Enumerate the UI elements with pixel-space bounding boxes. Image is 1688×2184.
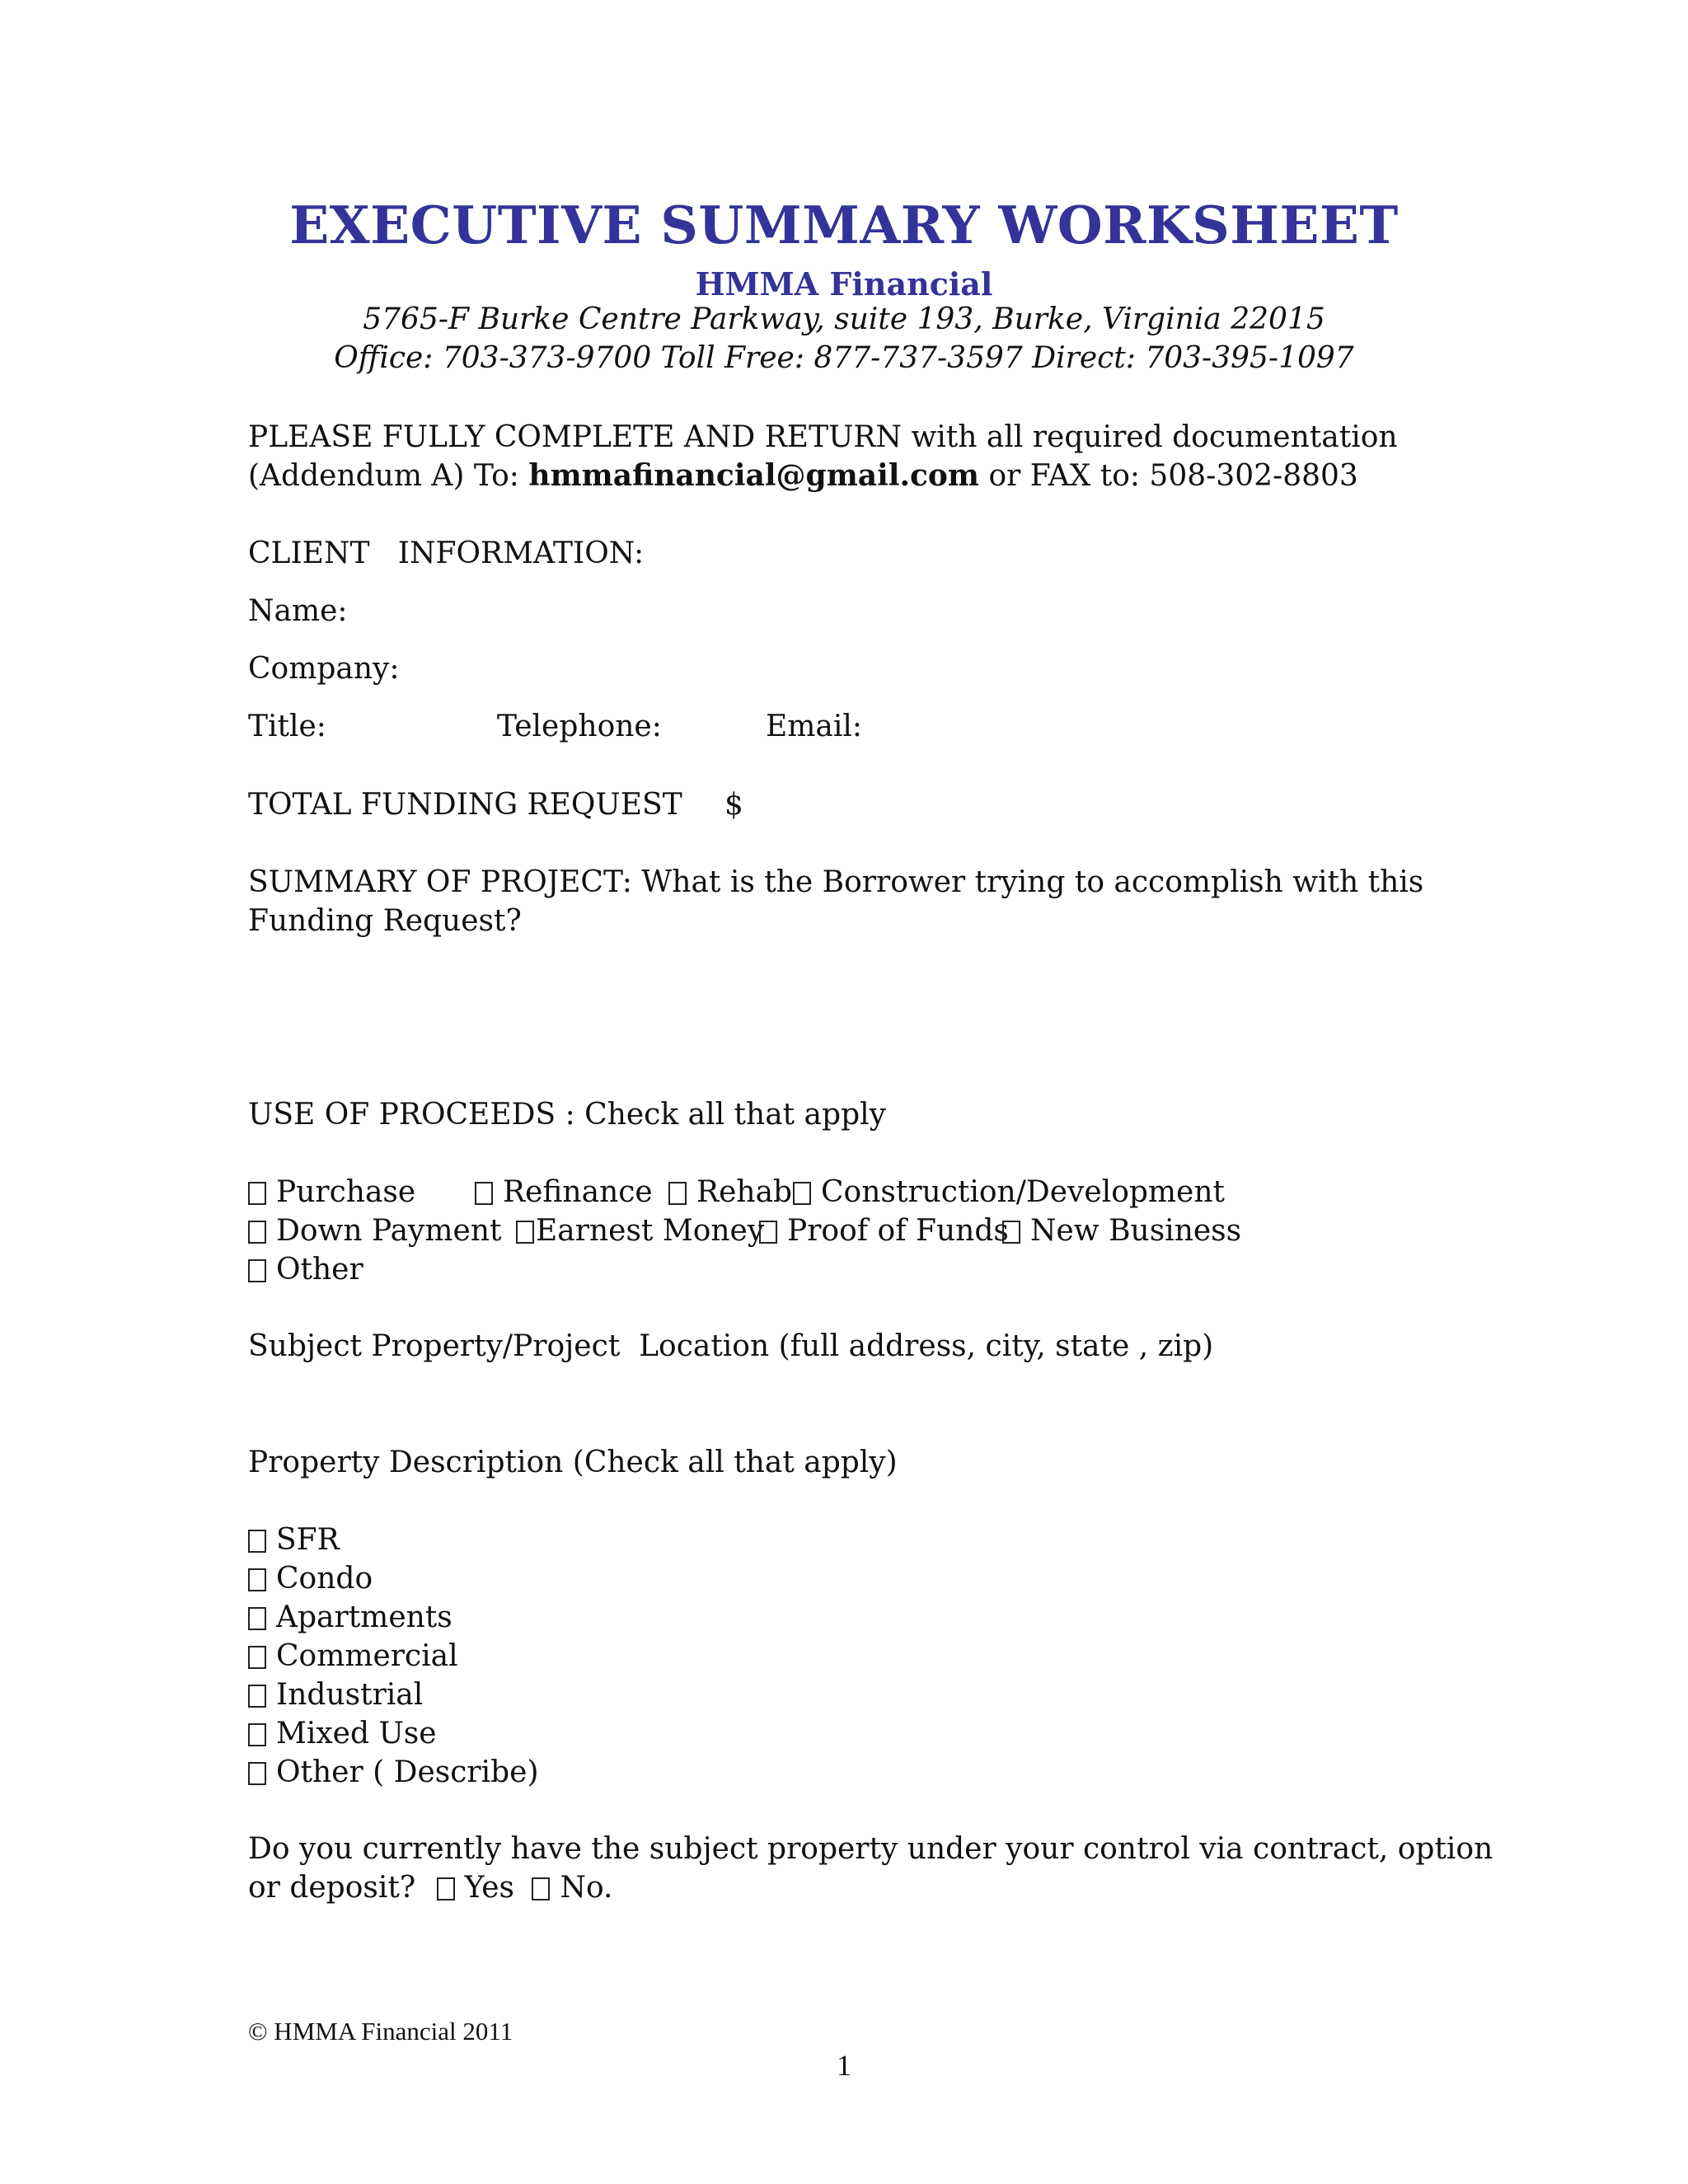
checkbox-icon[interactable] — [248, 1723, 266, 1746]
option-label: Down Payment — [276, 1214, 502, 1248]
property-option-industrial[interactable] — [248, 1675, 423, 1714]
option-label: Rehab — [696, 1175, 793, 1209]
checkbox-icon[interactable] — [759, 1221, 777, 1244]
control-question-line-1: Do you currently have the subject property under your control via contract, option — [248, 1832, 1493, 1866]
proceeds-option-proof-of-funds[interactable] — [759, 1212, 1009, 1250]
company-name: HMMA Financial — [695, 265, 993, 302]
option-label: Proof of Funds — [787, 1214, 1009, 1248]
proceeds-option-purchase[interactable] — [248, 1173, 415, 1212]
proceeds-option-refinance[interactable] — [475, 1173, 653, 1212]
option-label: Condo — [276, 1562, 373, 1596]
property-option-apartments[interactable] — [248, 1598, 452, 1637]
property-heading: Property Description (Check all that apply) — [248, 1446, 898, 1479]
title-label: Title: — [248, 710, 326, 743]
telephone-label: Telephone: — [497, 710, 662, 743]
checkbox-icon[interactable] — [668, 1182, 687, 1205]
option-label: Mixed Use — [276, 1717, 437, 1750]
checkbox-icon[interactable] — [248, 1607, 266, 1630]
proceeds-option-earnest-money[interactable] — [516, 1212, 764, 1250]
checkbox-icon[interactable] — [248, 1646, 266, 1669]
footer-copyright: © HMMA Financial 2011 — [248, 2017, 513, 2046]
checkbox-icon[interactable] — [532, 1877, 550, 1900]
proceeds-heading: USE OF PROCEEDS : Check all that apply — [248, 1098, 886, 1132]
instructions-line-2 — [248, 457, 1358, 495]
property-option-other[interactable] — [248, 1753, 539, 1792]
option-label: Apartments — [276, 1601, 452, 1634]
document-title: EXECUTIVE SUMMARY WORKSHEET — [289, 194, 1399, 255]
checkbox-icon[interactable] — [248, 1762, 266, 1785]
control-question-prefix: or deposit? — [248, 1871, 416, 1905]
company-address: 5765-F Burke Centre Parkway, suite 193, Burke, Virginia 22015 — [363, 302, 1325, 336]
instructions-suffix: or FAX to: 508-302-8803 — [979, 459, 1358, 493]
checkbox-icon[interactable] — [248, 1182, 266, 1205]
option-label: Earnest Money — [536, 1214, 765, 1248]
option-label: Purchase — [276, 1175, 416, 1209]
checkbox-icon[interactable] — [793, 1182, 811, 1205]
proceeds-option-other[interactable] — [248, 1250, 363, 1289]
summary-line-1: SUMMARY OF PROJECT: What is the Borrower trying to accomplish with this — [248, 865, 1424, 899]
option-label: New Business — [1030, 1214, 1242, 1248]
option-label: Other ( Describe) — [276, 1755, 539, 1789]
client-info-heading: CLIENT INFORMATION: — [248, 537, 645, 570]
company-label: Company: — [248, 652, 400, 686]
proceeds-option-construction[interactable] — [793, 1173, 1225, 1212]
name-label: Name: — [248, 594, 348, 628]
summary-line-2: Funding Request? — [248, 904, 522, 938]
control-question-line-2 — [248, 1868, 612, 1907]
contact-email-link[interactable]: hmmafinancial@gmail.com — [528, 458, 980, 493]
property-option-sfr[interactable] — [248, 1521, 340, 1559]
checkbox-icon[interactable] — [516, 1221, 534, 1244]
checkbox-icon[interactable] — [248, 1259, 266, 1282]
proceeds-option-down-payment[interactable] — [248, 1212, 501, 1250]
property-option-condo[interactable] — [248, 1559, 373, 1598]
total-funding-label: TOTAL FUNDING REQUEST — [248, 788, 682, 822]
yes-option-label: Yes — [464, 1871, 515, 1905]
option-label: Construction/Development — [821, 1175, 1226, 1209]
property-option-mixed-use[interactable] — [248, 1714, 437, 1753]
checkbox-icon[interactable] — [248, 1685, 266, 1708]
checkbox-icon[interactable] — [248, 1568, 266, 1591]
funding-currency: $ — [724, 788, 743, 822]
checkbox-icon[interactable] — [248, 1221, 266, 1244]
instructions-line-1: PLEASE FULLY COMPLETE AND RETURN with all required documentation — [248, 420, 1398, 454]
location-label: Subject Property/Project Location (full address, city, state , zip) — [248, 1329, 1214, 1363]
proceeds-option-rehab[interactable] — [668, 1173, 792, 1212]
option-label: Other — [276, 1253, 363, 1286]
no-option-label: No. — [560, 1871, 613, 1905]
proceeds-option-new-business[interactable] — [1002, 1212, 1241, 1250]
page-number: 1 — [837, 2049, 851, 2082]
option-label: Refinance — [503, 1175, 653, 1209]
option-label: Commercial — [276, 1639, 458, 1673]
option-label: Industrial — [276, 1678, 424, 1712]
company-phones: Office: 703-373-9700 Toll Free: 877-737-3597 Direct: 703-395-1097 — [334, 341, 1354, 375]
checkbox-icon[interactable] — [437, 1877, 455, 1900]
checkbox-icon[interactable] — [475, 1182, 493, 1205]
checkbox-icon[interactable] — [248, 1530, 266, 1553]
email-label: Email: — [766, 710, 863, 743]
option-label: SFR — [276, 1523, 340, 1557]
checkbox-icon[interactable] — [1002, 1221, 1020, 1244]
property-option-commercial[interactable] — [248, 1637, 458, 1675]
instructions-prefix: (Addendum A) To: — [248, 459, 529, 493]
